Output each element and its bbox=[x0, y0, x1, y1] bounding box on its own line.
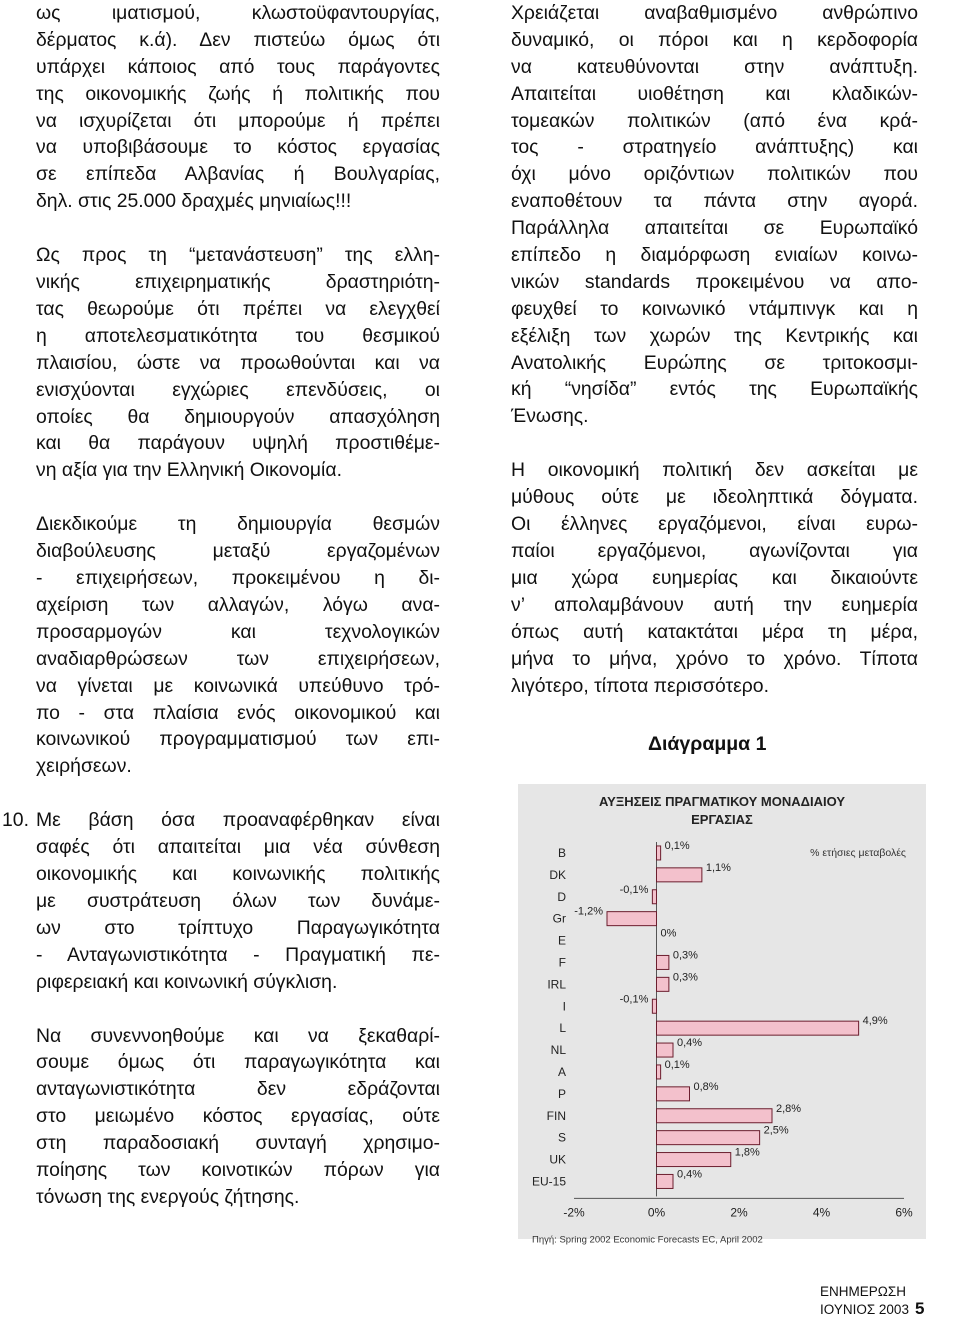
text-line: ν’ απολαμβάνουν αυτή την ευημερία bbox=[511, 593, 918, 616]
text-line: Οι έλληνες εργαζόμενοι, είναι ευρω- bbox=[511, 513, 918, 536]
value-label: 4,9% bbox=[862, 1015, 888, 1028]
text-line: χειρήσεων. bbox=[36, 755, 132, 778]
value-label: 0,1% bbox=[664, 1058, 690, 1071]
paragraph bbox=[511, 0, 918, 430]
paragraph bbox=[36, 1023, 440, 1211]
text-line: Η οικονομική πολιτική δεν ασκείται με bbox=[511, 459, 918, 482]
text-line: μια χώρα ευημερίας και δικαιούντε bbox=[511, 566, 918, 589]
bar bbox=[607, 912, 657, 926]
text-line: ανταγωνιστικότητα δεν εδράζονται bbox=[36, 1078, 440, 1101]
chart-unit-label: % ετήσιες μεταβολές bbox=[810, 847, 906, 859]
diagram-title: Διάγραμμα 1 bbox=[648, 733, 767, 755]
issue-label: ΕΝΗΜΕΡΩΣΗ ΙΟΥΝΙΟΣ 2003 bbox=[820, 1284, 909, 1317]
text-line: σε επίπεδα Αλβανίας ή Βουλγαρίας, bbox=[36, 163, 440, 186]
category-label: L bbox=[559, 1021, 566, 1036]
chart-container bbox=[518, 784, 926, 1246]
text-line: να ισχυρίζεται ότι μπορούμε ή πρέπει bbox=[36, 109, 440, 132]
text-line: - Ανταγωνιστικότητα - Πραγματική πε- bbox=[36, 943, 440, 966]
text-line: όχι μόνο οριζόντιων πολιτικών που bbox=[511, 163, 918, 186]
bar bbox=[652, 890, 656, 904]
text-line: να γίνεται με κοινωνικά υπεύθυνο τρό- bbox=[36, 674, 440, 697]
bar bbox=[657, 977, 669, 991]
text-line: νικής επιχειρηματικής δραστηριότη- bbox=[36, 271, 440, 294]
page-number: 5 bbox=[914, 1299, 925, 1318]
value-label: 0% bbox=[660, 927, 677, 940]
bar bbox=[657, 1087, 690, 1101]
value-label: 0,3% bbox=[672, 949, 698, 962]
chart-source: Πηγή: Spring 2002 Economic Forecasts EC, April 2002 bbox=[532, 1234, 763, 1246]
bar bbox=[657, 1021, 859, 1035]
category-label: DK bbox=[549, 867, 566, 882]
text-line: τόνωση της ενεργούς ζήτησης. bbox=[36, 1185, 300, 1208]
text-line: στη παραδοσιακή συνταγή χρησιμο- bbox=[36, 1132, 440, 1155]
paragraph bbox=[36, 242, 440, 484]
text-line: πλαισίου, ώστε να προωθούνται και να bbox=[36, 351, 440, 374]
value-label: 1,8% bbox=[734, 1146, 760, 1159]
text-line: υπάρχει κάποιος από τους παράγοντες bbox=[36, 55, 440, 78]
category-label: UK bbox=[549, 1152, 566, 1167]
x-tick-label: 0% bbox=[647, 1205, 666, 1220]
text-line: οικονομικής και κοινωνικής πολιτικής bbox=[36, 863, 440, 886]
text-line: σαφές ότι απαιτείται μια νέα σύνθεση bbox=[36, 836, 440, 859]
category-label: P bbox=[557, 1086, 566, 1101]
category-label: EU-15 bbox=[531, 1174, 566, 1189]
text-line: Με βάση όσα προαναφέρθηκαν είναι bbox=[36, 809, 440, 832]
x-tick-label: 2% bbox=[730, 1205, 748, 1220]
text-line: επίπεδο η διαμόρφωση ενιαίων κοινω- bbox=[511, 244, 918, 267]
text-line: ριφερειακή και κοινωνική σύγκλιση. bbox=[36, 970, 338, 993]
bar-chart bbox=[518, 784, 926, 1246]
text-line: τας θεωρούμε ότι πρέπει να ελεγχθεί bbox=[36, 297, 440, 320]
bar bbox=[657, 1153, 731, 1167]
category-label: S bbox=[557, 1130, 566, 1145]
text-line: στο μειωμένο κόστος εργασίας, ούτε bbox=[36, 1105, 440, 1128]
text-line: νικών standards προκειμένου να απο- bbox=[511, 270, 918, 293]
x-tick-label: 6% bbox=[895, 1205, 913, 1220]
bar bbox=[657, 1065, 661, 1079]
text-line: Διεκδικούμε τη δημιουργία θεσμών bbox=[36, 513, 440, 536]
bar bbox=[657, 1131, 760, 1145]
category-label: I bbox=[562, 999, 566, 1014]
text-line: Χρειάζεται αναβαθμισμένο ανθρώπινο bbox=[511, 2, 918, 24]
category-label: A bbox=[557, 1064, 566, 1079]
bar bbox=[657, 955, 669, 969]
text-line: με συστράτευση όλων των δυνάμε- bbox=[36, 889, 440, 912]
category-label: Gr bbox=[552, 911, 566, 926]
x-tick-label: -2% bbox=[563, 1205, 585, 1220]
value-label: 0,4% bbox=[677, 1168, 703, 1181]
text-line: Ανατολικής Ευρώπης σε τριτοκοσμι- bbox=[511, 351, 918, 374]
text-line: σουμε όμως ότι παραγωγικότητα και bbox=[36, 1051, 440, 1074]
text-line: όπως αυτή κατακτάται μέρα τη μέρα, bbox=[511, 620, 918, 643]
bar bbox=[652, 999, 656, 1013]
bar bbox=[657, 1109, 773, 1123]
bar bbox=[657, 1174, 674, 1188]
category-label: E bbox=[557, 933, 566, 948]
text-line: ποίησης των κοινοτικών πόρων για bbox=[36, 1159, 440, 1182]
text-line: μύθους ούτε με ιδεοληπτικά δόγματα. bbox=[511, 486, 918, 509]
value-label: -0,1% bbox=[619, 993, 649, 1006]
text-line: να υποβιβάσουμε το κόστος εργασίας bbox=[36, 136, 440, 159]
page-footer bbox=[820, 1284, 960, 1319]
item-number: 10. bbox=[2, 809, 29, 832]
bar bbox=[657, 868, 702, 882]
paragraph bbox=[511, 457, 918, 699]
text-line: τομεακών πολιτικών (από ένα κρά- bbox=[511, 109, 918, 132]
text-line: εναποθέτουν τα πάντα στην αγορά. bbox=[511, 190, 918, 213]
value-label: 1,1% bbox=[705, 861, 731, 874]
paragraph bbox=[2, 807, 440, 995]
value-label: 0,8% bbox=[693, 1080, 719, 1093]
paragraph bbox=[36, 511, 440, 780]
text-line: Να συνεννοηθούμε και να ξεκαθαρί- bbox=[36, 1024, 440, 1047]
bar bbox=[657, 1043, 674, 1057]
text-line: πο - στα πλαίσια ενός οικονομικού και bbox=[36, 701, 440, 724]
text-line: Απαιτείται υιοθέτηση και κλαδικών- bbox=[511, 82, 918, 105]
category-label: F bbox=[558, 955, 566, 970]
text-line: δέρματος κ.ά). Δεν πιστεύω όμως ότι bbox=[36, 28, 440, 51]
text-line: δηλ. στις 25.000 δραχμές μηνιαίως!!! bbox=[36, 190, 352, 213]
text-line: ων στο τρίπτυχο Παραγωγικότητα bbox=[36, 916, 440, 939]
category-label: FIN bbox=[546, 1108, 566, 1123]
bar bbox=[657, 846, 661, 860]
text-line: της οικονομικής ζωής ή πολιτικής που bbox=[36, 82, 440, 105]
text-line: αχείριση των αλλαγών, λόγω ανα- bbox=[36, 593, 440, 616]
category-label: IRL bbox=[547, 977, 566, 992]
x-tick-label: 4% bbox=[812, 1205, 831, 1220]
text-line: Παράλληλα απαιτείται σε Ευρωπαϊκό bbox=[511, 217, 918, 240]
text-line: αναδιαρθρώσεων των επιχειρήσεων, bbox=[36, 647, 440, 670]
text-line: νη αξία για την Ελληνική Οικονομία. bbox=[36, 459, 342, 482]
value-label: -0,1% bbox=[619, 883, 649, 896]
value-label: 2,8% bbox=[776, 1102, 802, 1115]
value-label: 0,3% bbox=[672, 971, 698, 984]
text-line: εξέλιξη των χωρών της Κεντρικής και bbox=[511, 324, 918, 347]
chart-title-line-2: ΕΡΓΑΣΙΑΣ bbox=[691, 812, 753, 827]
chart-title-line-1: ΑΥΞΗΣΕΙΣ ΠΡΑΓΜΑΤΙΚΟΥ ΜΟΝΑΔΙΑΙΟΥ bbox=[598, 794, 846, 809]
text-line: δυναμικό, οι πόροι και η κερδοφορία bbox=[511, 28, 918, 51]
text-line: κοινωνικού προγραμματισμού των επι- bbox=[36, 728, 440, 751]
category-label: B bbox=[557, 845, 566, 860]
value-label: 0,4% bbox=[677, 1037, 703, 1050]
text-line: Ένωσης. bbox=[511, 405, 589, 428]
text-line: να κατευθύνονται στην ανάπτυξη. bbox=[511, 55, 918, 78]
text-line: και θα παράγουν υψηλή προστιθέμε- bbox=[36, 432, 440, 455]
category-label: D bbox=[557, 889, 566, 904]
value-label: -1,2% bbox=[574, 905, 603, 918]
value-label: 2,5% bbox=[763, 1124, 789, 1137]
text-line: ως ιματισμού, κλωστοϋφαντουργίας, bbox=[36, 2, 440, 24]
text-line: μήνα το μήνα, χρόνο το χρόνο. Τίποτα bbox=[511, 647, 918, 670]
text-line: κή “νησίδα” εντός της Ευρωπαϊκής bbox=[511, 378, 918, 401]
text-line: οποίες θα δημιουργούν απασχόληση bbox=[36, 405, 440, 428]
text-line: τος - στρατηγείο ανάπτυξης) και bbox=[511, 136, 918, 159]
category-label: NL bbox=[550, 1043, 566, 1058]
paragraph bbox=[36, 0, 440, 215]
text-line: παίοι εργαζόμενοι, αγωνίζονται για bbox=[511, 540, 918, 563]
text-line: φευχθεί το κοινωνικό ντάμπινγκ και η bbox=[511, 297, 918, 320]
text-line: Ως προς τη “μετανάστευση” της ελλη- bbox=[36, 244, 440, 267]
text-line: ενισχύονται εγχώριες επενδύσεις, οι bbox=[36, 378, 440, 401]
text-line: διαβούλευσης μεταξύ εργαζομένων bbox=[36, 540, 440, 563]
value-label: 0,1% bbox=[664, 839, 690, 852]
text-line: η αποτελεσματικότητα του θεσμικού bbox=[36, 324, 440, 347]
text-line: προσαρμογών και τεχνολογικών bbox=[36, 620, 440, 643]
text-line: λιγότερο, τίποτα περισσότερο. bbox=[511, 674, 769, 697]
text-line: - επιχειρήσεων, προκειμένου η δι- bbox=[36, 567, 440, 590]
